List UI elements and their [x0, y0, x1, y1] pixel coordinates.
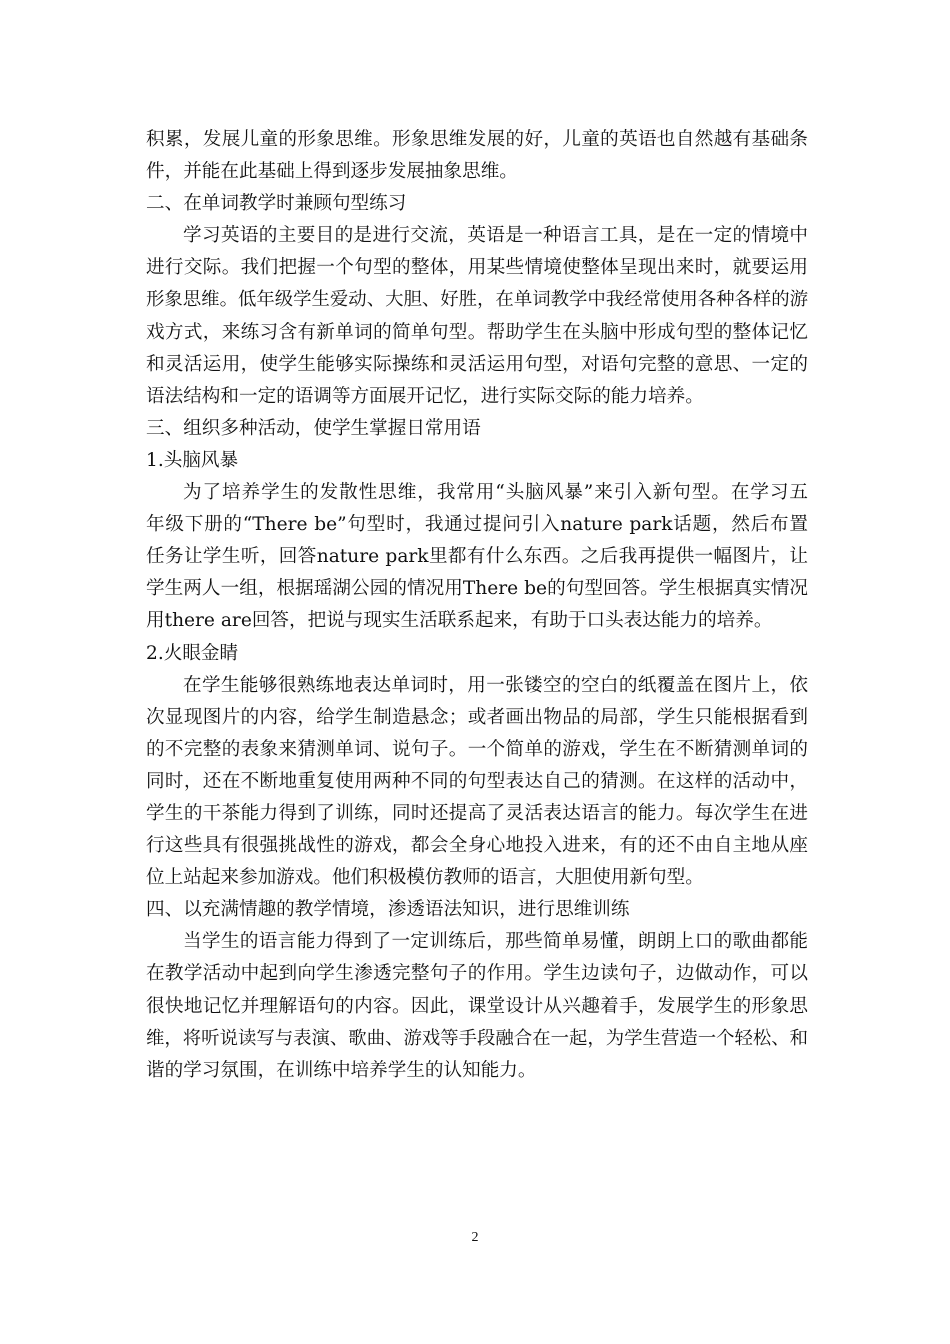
section-heading [146, 188, 808, 220]
text-line: 年级下册的“There be”句型时，我通过提问引入nature park话题，然后布置 [146, 514, 808, 536]
text-line: 学生的干茶能力得到了训练，同时还提高了灵活表达语言的能力。每次学生在进 [146, 802, 808, 824]
paragraph [146, 670, 808, 895]
document-body [146, 124, 808, 1087]
text-line: 的不完整的表象来猜测单词、说句子。一个简单的游戏，学生在不断猜测单词的 [146, 738, 808, 760]
section-heading [146, 894, 808, 926]
paragraph [146, 926, 808, 1086]
heading-text: 三、组织多种活动，使学生掌握日常用语 [146, 417, 481, 439]
text-line: 在学生能够很熟练地表达单词时，用一张镂空的空白的纸覆盖在图片上，依 [183, 674, 808, 696]
paragraph [146, 477, 808, 637]
text-line: 戏方式，来练习含有新单词的简单句型。帮助学生在头脑中形成句型的整体记忆 [146, 321, 808, 343]
text-line: 在教学活动中起到向学生渗透完整句子的作用。学生边读句子，边做动作，可以 [146, 963, 808, 985]
text-line: 形象思维。低年级学生爱动、大胆、好胜，在单词教学中我经常使用各种各样的游 [146, 289, 809, 311]
heading-text: 四、以充满情趣的教学情境，渗透语法知识，进行思维训练 [146, 899, 630, 921]
paragraph [146, 220, 808, 413]
text-line: 件，并能在此基础上得到逐步发展抽象思维。 [146, 161, 518, 183]
heading-text: 二、在单词教学时兼顾句型练习 [146, 193, 407, 215]
text-line: 学生两人一组，根据瑶湖公园的情况用There be的句型回答。学生根据真实情况 [146, 578, 808, 600]
text-line: 位上站起来参加游戏。他们积极模仿教师的语言，大胆使用新句型。 [146, 867, 704, 889]
text-line: 次显现图片的内容，给学生制造悬念；或者画出物品的局部，学生只能根据看到 [146, 706, 808, 728]
text-line: 谐的学习氛围，在训练中培养学生的认知能力。 [146, 1059, 537, 1081]
text-line: 同时，还在不断地重复使用两种不同的句型表达自己的猜测。在这样的活动中， [146, 770, 808, 792]
text-line: 用there are回答，把说与现实生活联系起来，有助于口头表达能力的培养。 [146, 610, 773, 632]
text-line: 行这些具有很强挑战性的游戏，都会全身心地投入进来，有的还不由自主地从座 [146, 835, 808, 857]
text-line: 为了培养学生的发散性思维，我常用“头脑风暴”来引入新句型。在学习五 [183, 482, 808, 504]
text-line: 很快地记忆并理解语句的内容。因此，课堂设计从兴趣着手，发展学生的形象思 [146, 995, 808, 1017]
section-heading [146, 413, 808, 445]
text-line: 当学生的语言能力得到了一定训练后，那些简单易懂，朗朗上口的歌曲都能 [183, 931, 808, 953]
text-line: 积累，发展儿童的形象思维。形象思维发展的好，儿童的英语也自然越有基础条 [146, 129, 808, 150]
heading-text: 1.头脑风暴 [146, 449, 239, 471]
text-line: 和灵活运用，使学生能够实际操练和灵活运用句型，对语句完整的意思、一定的 [146, 353, 808, 375]
paragraph [146, 124, 808, 188]
text-line: 学习英语的主要目的是进行交流，英语是一种语言工具，是在一定的情境中 [183, 225, 808, 247]
heading-text: 2.火眼金睛 [146, 642, 239, 664]
text-line: 语法结构和一定的语调等方面展开记忆，进行实际交际的能力培养。 [146, 385, 704, 407]
text-line: 维，将听说读写与表演、歌曲、游戏等手段融合在一起，为学生营造一个轻松、和 [146, 1027, 809, 1049]
text-line: 任务让学生听，回答nature park里都有什么东西。之后我再提供一幅图片，让 [146, 546, 808, 568]
page-number: 2 [471, 1230, 479, 1245]
text-line: 进行交际。我们把握一个句型的整体，用某些情境使整体呈现出来时，就要运用 [146, 257, 808, 279]
subsection-heading [146, 445, 808, 477]
subsection-heading [146, 638, 808, 670]
